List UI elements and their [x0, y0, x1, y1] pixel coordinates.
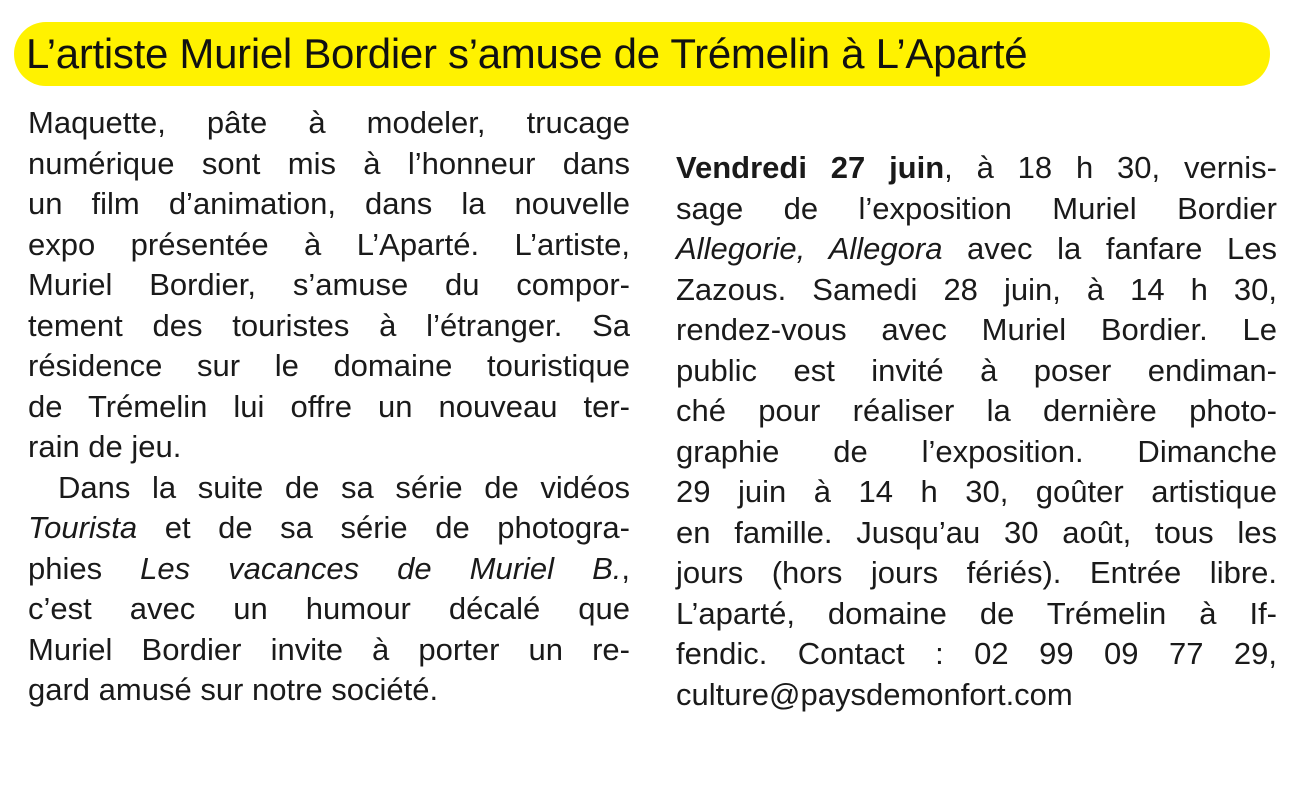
text-line: graphie de l’exposition. Dimanche — [676, 433, 1277, 469]
text-line: c’est avec un humour décalé que — [28, 591, 630, 626]
text-line: Dans la suite de sa série de vidéos — [58, 469, 630, 505]
text-line: tement des touristes à l’étranger. Sa — [28, 307, 630, 343]
text-line: sage de l’exposition Muriel Bordier — [676, 190, 1277, 226]
text-line: expo présentée à L’Aparté. L’artiste, — [28, 226, 630, 262]
article-headline: L’artiste Muriel Bordier s’amuse de Trémelin à L’Aparté — [26, 30, 1028, 77]
text-line: rendez-vous avec Muriel Bordier. Le — [676, 312, 1277, 347]
text-line: Zazous. Samedi 28 juin, à 14 h 30, — [676, 271, 1277, 307]
text-run: et de sa série de photogra- — [137, 510, 630, 545]
left-column — [28, 103, 630, 711]
text-run: , à 18 h 30, vernis- — [944, 150, 1277, 185]
paragraph-2 — [28, 468, 630, 711]
text-run: avec la fanfare Les — [942, 231, 1277, 266]
text-line: en famille. Jusqu’au 30 août, tous les — [676, 514, 1277, 550]
contact-line: fendic. Contact : 02 99 09 77 29, — [676, 636, 1277, 671]
text-line: numérique sont mis à l’honneur dans — [28, 145, 630, 181]
text-line: public est invité à poser endiman- — [676, 352, 1277, 388]
work-title-tourista: Tourista — [28, 510, 138, 545]
text-line — [28, 549, 630, 590]
text-line: jours (hors jours fériés). Entrée libre. — [676, 555, 1277, 590]
text-line: de Trémelin lui offre un nouveau ter- — [28, 388, 630, 424]
event-date-highlight: Vendredi 27 juin — [676, 150, 945, 185]
text-run: , — [621, 550, 630, 586]
paragraph-1 — [28, 103, 630, 468]
work-title-vacances: Les vacances de Muriel B. — [140, 550, 622, 586]
exhibition-title: Allegorie, Allegora — [676, 231, 943, 266]
text-line: ché pour réaliser la dernière photo- — [676, 393, 1277, 428]
text-line: résidence sur le domaine touristique — [28, 348, 630, 383]
text-line: Muriel Bordier, s’amuse du compor- — [28, 267, 630, 302]
contact-email: culture@paysdemonfort.com — [676, 676, 1073, 712]
text-line — [676, 148, 1277, 189]
text-line: 29 juin à 14 h 30, goûter artistique — [676, 474, 1277, 509]
text-line — [676, 229, 1277, 270]
text-line: gard amusé sur notre société. — [28, 672, 439, 707]
text-line: L’aparté, domaine de Trémelin à If- — [676, 595, 1277, 631]
text-line: un film d’animation, dans la nouvelle — [28, 186, 630, 221]
text-line: Maquette, pâte à modeler, trucage — [28, 105, 630, 140]
text-line: Muriel Bordier invite à porter un re- — [28, 631, 630, 667]
right-column — [676, 148, 1277, 715]
text-run: phies — [28, 550, 141, 586]
text-line — [28, 508, 630, 549]
event-paragraph — [676, 148, 1277, 715]
text-line: rain de jeu. — [28, 429, 182, 464]
